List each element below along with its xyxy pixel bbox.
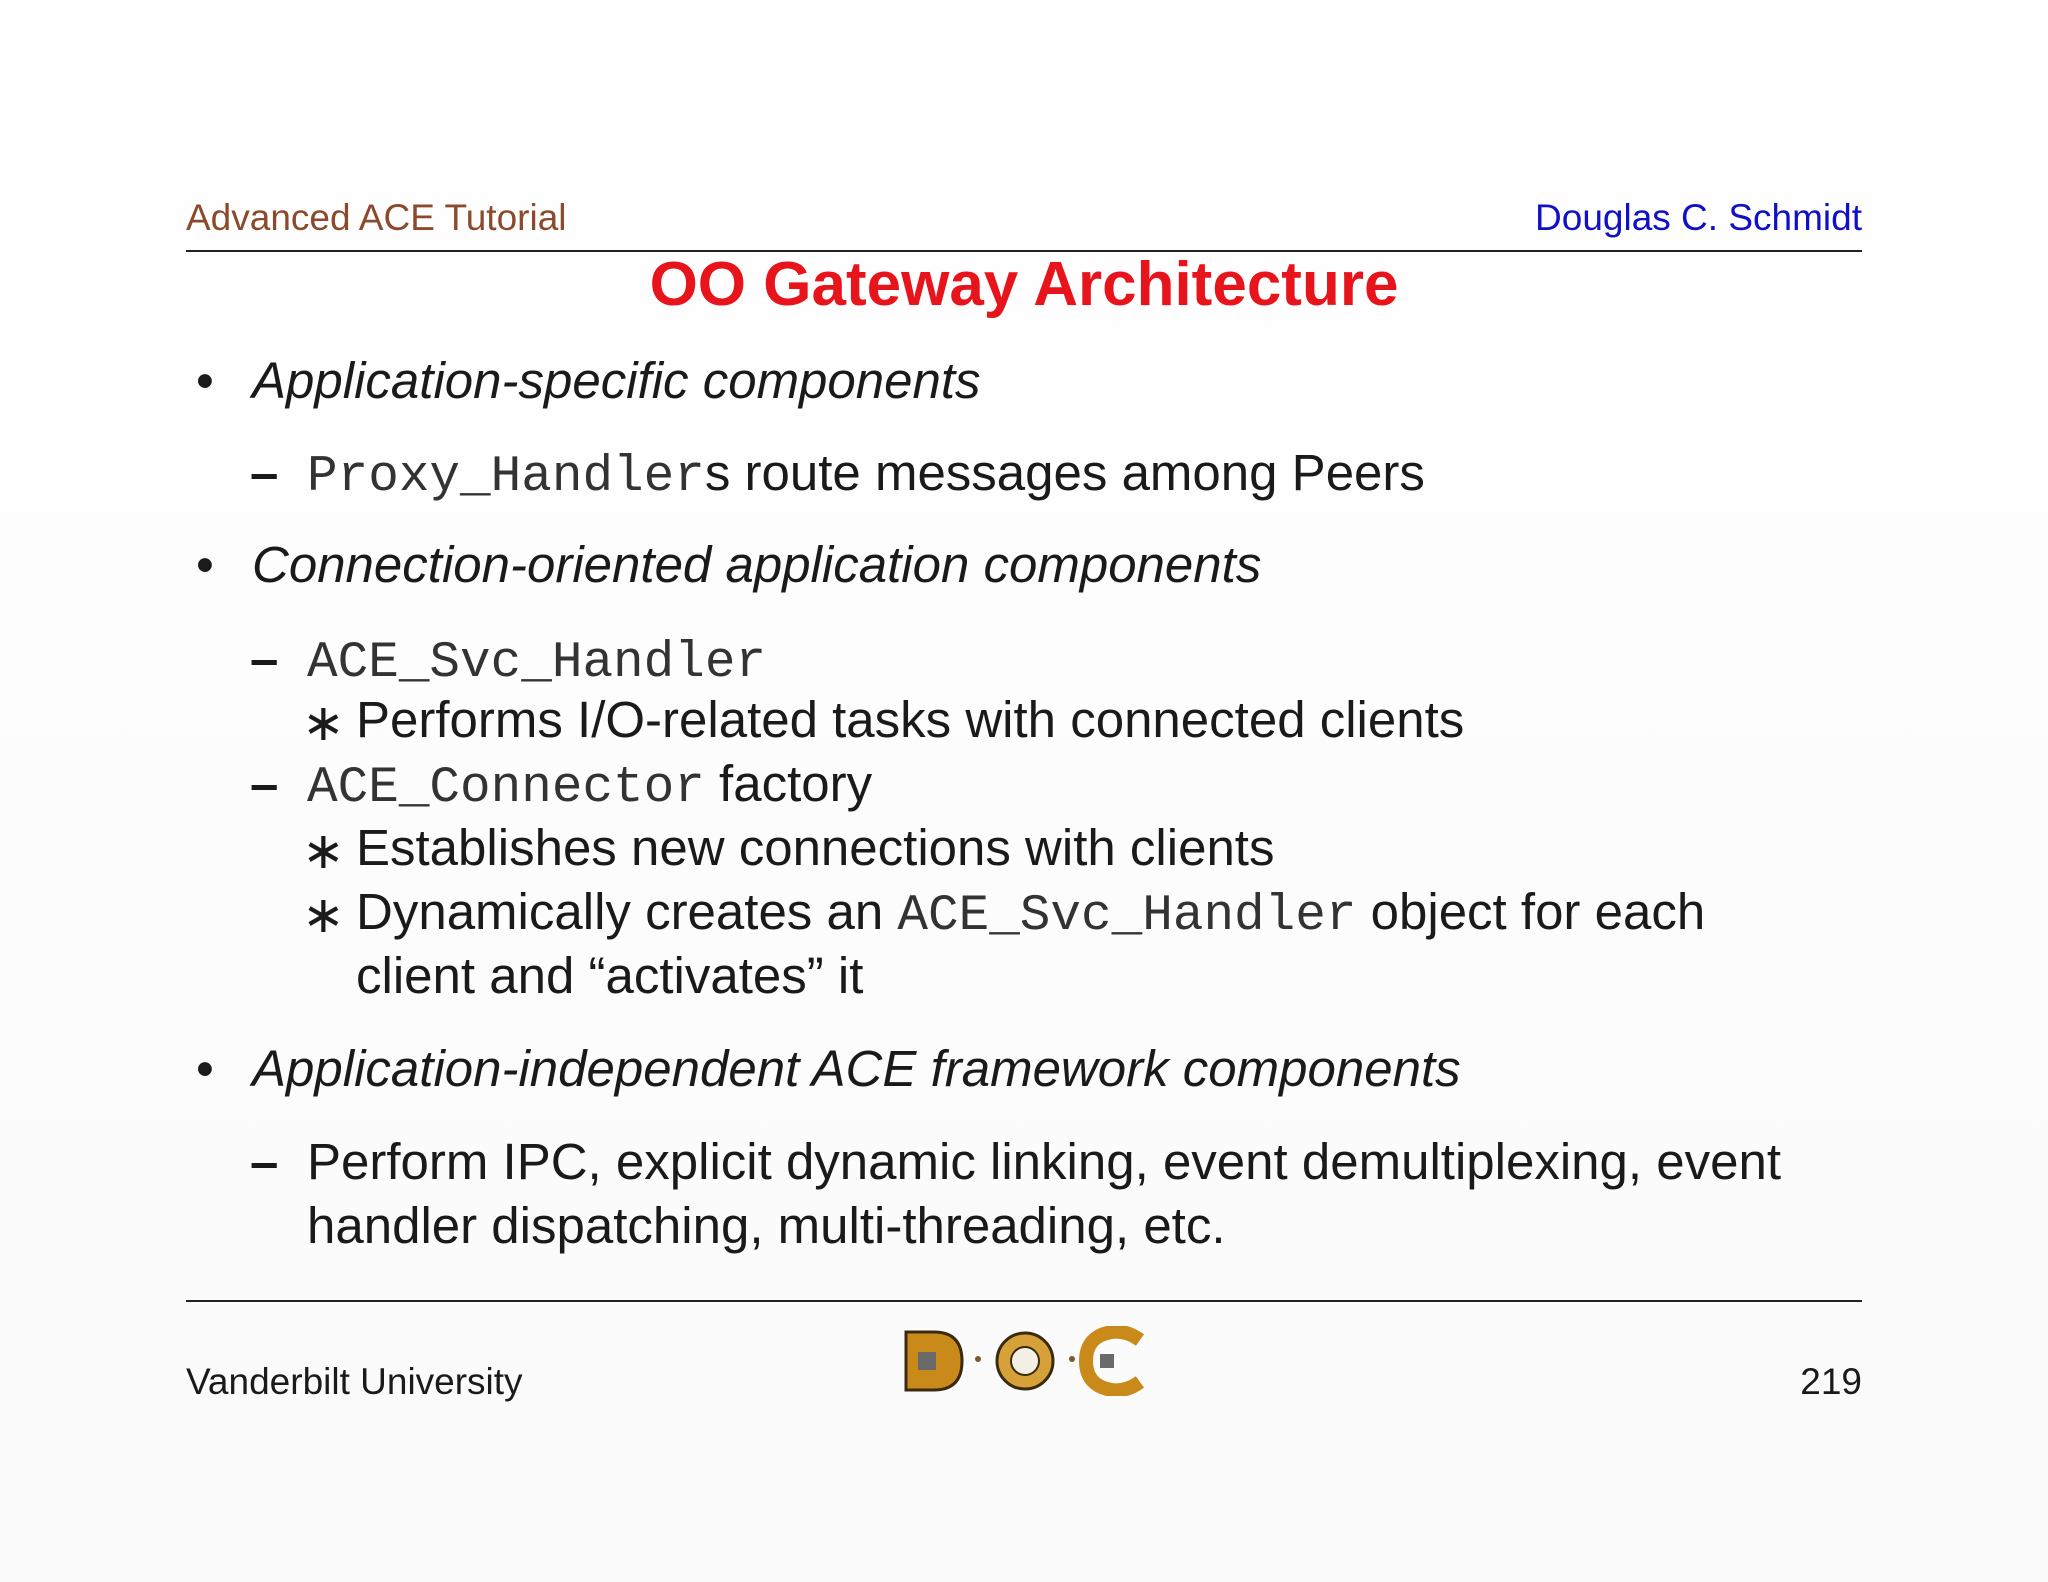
code-ace-connector: ACE_Connector: [307, 760, 705, 817]
header-author: Douglas C. Schmidt: [1535, 197, 1862, 238]
dynamically-creates-post: object for each: [1356, 883, 1706, 940]
bullet-application-independent: Application-independent ACE framework components: [252, 1040, 1461, 1097]
footer-divider: [186, 1300, 1862, 1302]
footer-institution: Vanderbilt University: [186, 1361, 523, 1402]
bullet-marker: •: [196, 536, 214, 593]
sub-perform-ipc-line1: Perform IPC, explicit dynamic linking, event demultiplexing, event: [307, 1133, 1781, 1190]
star-marker: ∗: [302, 822, 345, 879]
dash-marker: –: [250, 444, 279, 501]
star-marker: ∗: [302, 694, 345, 751]
bullet-application-specific: Application-specific components: [252, 352, 981, 409]
slide-title: OO Gateway Architecture: [649, 250, 1399, 319]
dash-marker: –: [250, 630, 279, 687]
connector-factory-text: factory: [704, 755, 873, 812]
bullet-marker: •: [196, 352, 214, 409]
dash-marker: –: [250, 1133, 279, 1190]
doc-group-logo: [900, 1326, 1150, 1396]
star-dynamically-creates: [356, 881, 1705, 948]
sub-perform-ipc-line2: handler dispatching, multi-threading, etc.: [307, 1197, 1226, 1254]
sub-proxy-handlers: [307, 442, 1425, 509]
star-establishes-connections: Establishes new connections with clients: [356, 819, 1275, 876]
dynamically-creates-pre: Dynamically creates an: [356, 883, 898, 940]
sub-ace-connector: [307, 753, 872, 820]
header-course-title: Advanced ACE Tutorial: [186, 197, 567, 238]
star-marker: ∗: [302, 886, 345, 943]
code-proxy-handler: Proxy_Handler: [307, 449, 705, 506]
code-ace-svc-handler: ACE_Svc_Handler: [307, 635, 767, 692]
page-number: 219: [1800, 1361, 1862, 1402]
sub-ace-svc-handler: [307, 628, 766, 695]
bullet-marker: •: [196, 1040, 214, 1097]
bullet-connection-oriented: Connection-oriented application components: [252, 536, 1262, 593]
code-ace-svc-handler-inline: ACE_Svc_Handler: [897, 888, 1357, 945]
star-dynamically-creates-continued: client and “activates” it: [356, 947, 864, 1004]
dash-marker: –: [250, 755, 279, 812]
star-performs-io: Performs I/O-related tasks with connected clients: [356, 691, 1465, 748]
proxy-handlers-text: s route messages among Peers: [704, 444, 1425, 501]
